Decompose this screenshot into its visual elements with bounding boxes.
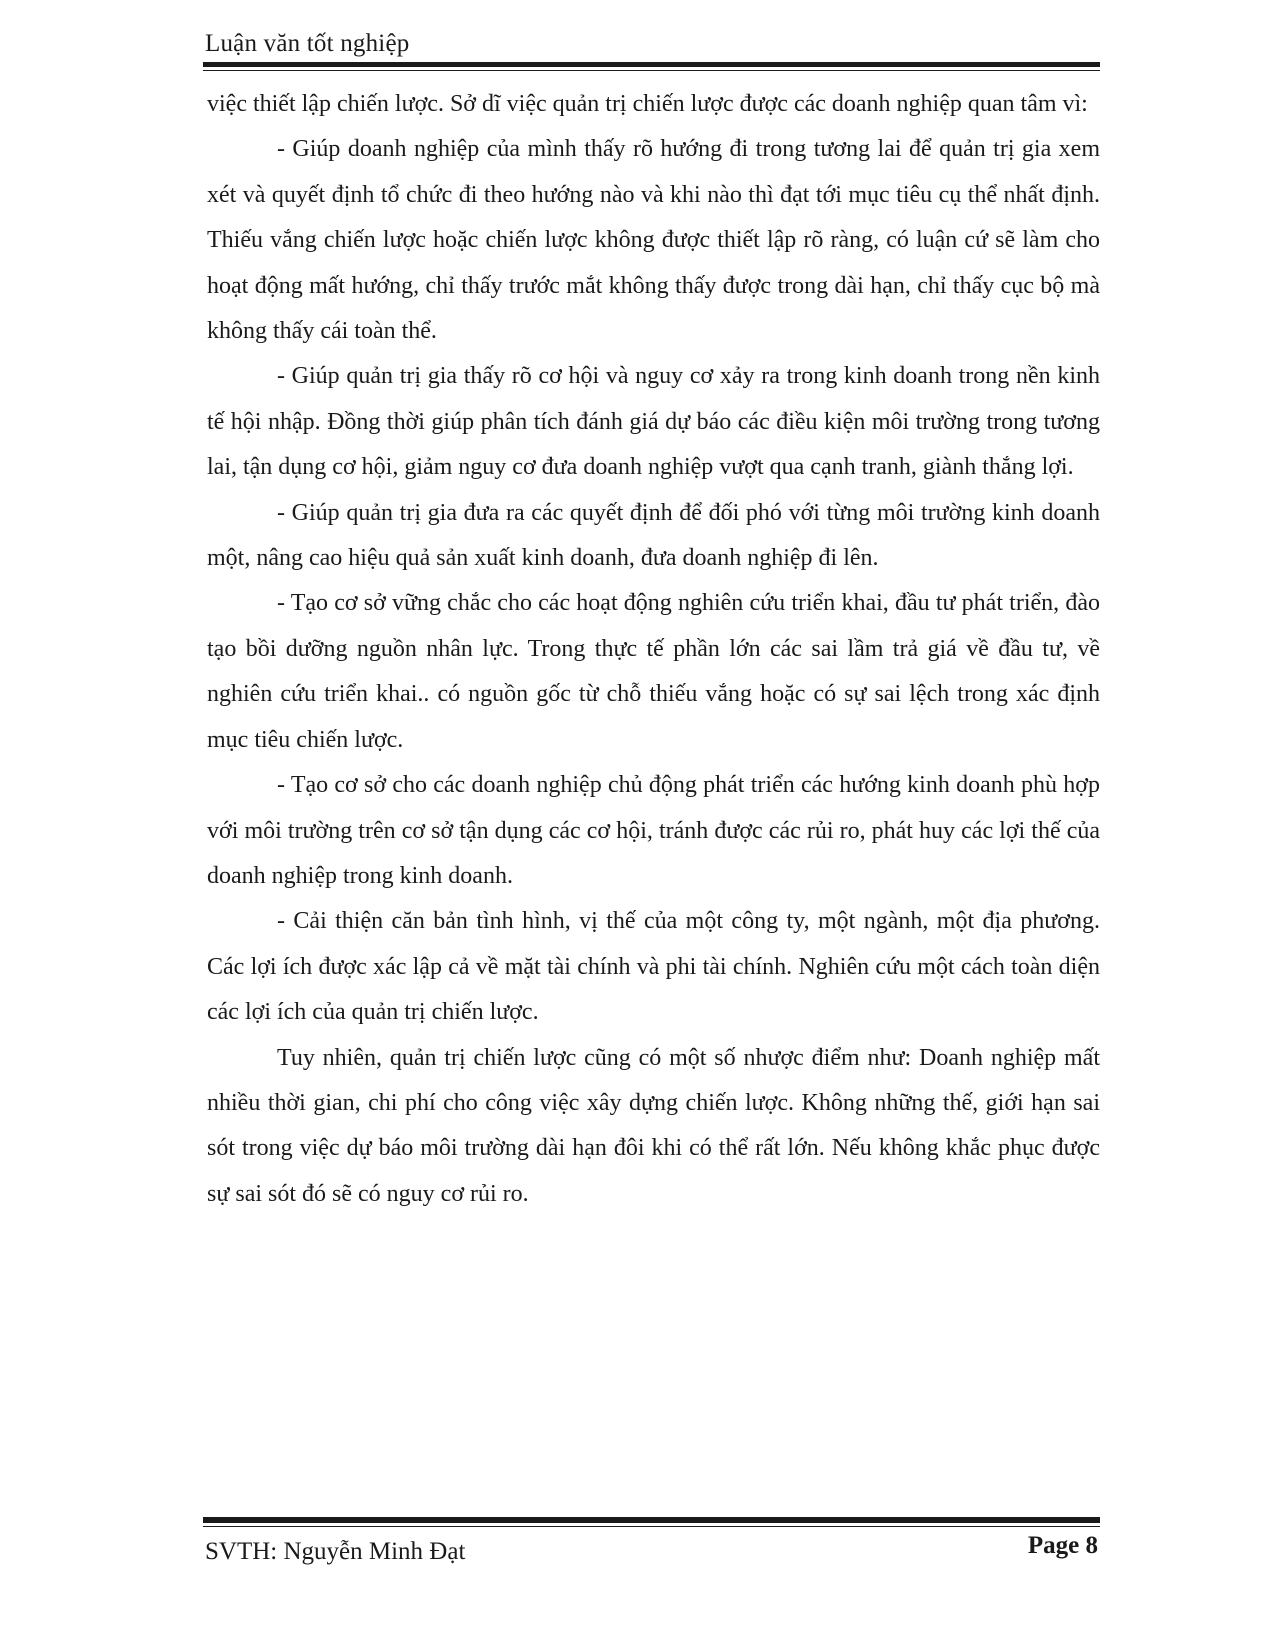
header-rule-thin <box>203 70 1100 71</box>
paragraph: - Giúp quản trị gia thấy rõ cơ hội và nguy cơ xảy ra trong kinh doanh trong nền kinh tế hội nhập. Đồng thời giúp phân tích đánh giá dự báo các điều kiện môi trường trong tương lai, tận dụng cơ hội, giảm nguy cơ đưa doanh nghiệp vượt qua cạnh tranh, giành thắng lợi. <box>207 363 1100 481</box>
paragraph-continuation: việc thiết lập chiến lược. Sở dĩ việc quản trị chiến lược được các doanh nghiệp quan tâm vì: <box>207 91 1088 117</box>
footer-author: SVTH: Nguyễn Minh Đạt <box>205 1538 466 1565</box>
paragraph: - Giúp quản trị gia đưa ra các quyết định để đối phó với từng môi trường kinh doanh một, nâng cao hiệu quả sản xuất kinh doanh, đưa doanh nghiệp đi lên. <box>207 499 1100 572</box>
paragraph: - Tạo cơ sở cho các doanh nghiệp chủ động phát triển các hướng kinh doanh phù hợp với môi trường trên cơ sở tận dụng các cơ hội, tránh được các rủi ro, phát huy các lợi thế của doanh nghiệp trong kinh doanh. <box>207 772 1100 889</box>
footer-rule-thin <box>203 1526 1100 1527</box>
paragraph: - Tạo cơ sở vững chắc cho các hoạt động nghiên cứu triển khai, đầu tư phát triển, đào tạo bồi dưỡng nguồn nhân lực. Trong thực tế phần lớn các sai lầm trả giá về đầu tư, về nghiên cứu triển khai.. có nguồn gốc từ chỗ thiếu vắng hoặc có sự sai lệch trong xác định mục tiêu chiến lược. <box>207 590 1100 753</box>
footer-rule-thick <box>203 1517 1100 1523</box>
page-number: Page 8 <box>1027 1532 1098 1559</box>
paragraph: - Giúp doanh nghiệp của mình thấy rõ hướng đi trong tương lai để quản trị gia xem xét và quyết định tổ chức đi theo hướng nào và khi nào thì đạt tới mục tiêu cụ thể nhất định. Thiếu vắng chiến lược hoặc chiến lược không được thiết lập rõ ràng, có luận cứ sẽ làm cho hoạt động mất hướng, chỉ thấy trước mắt không thấy được trong dài hạn, chỉ thấy cục bộ mà không thấy cái toàn thể. <box>207 136 1100 345</box>
body-text <box>207 82 1100 1217</box>
paragraph: Tuy nhiên, quản trị chiến lược cũng có một số nhược điểm như: Doanh nghiệp mất nhiều thời gian, chi phí cho công việc xây dựng chiến lược. Không những thế, giới hạn sai sót trong việc dự báo môi trường dài hạn đôi khi có thể rất lớn. Nếu không khắc phục được sự sai sót đó sẽ có nguy cơ rủi ro. <box>207 1044 1100 1207</box>
running-header: Luận văn tốt nghiệp <box>205 30 410 57</box>
header-rule-thick <box>203 62 1100 67</box>
paragraph: - Cải thiện căn bản tình hình, vị thế của một công ty, một ngành, một địa phương. Các lợi ích được xác lập cả về mặt tài chính và phi tài chính. Nghiên cứu một cách toàn diện các lợi ích của quản trị chiến lược. <box>207 908 1100 1026</box>
